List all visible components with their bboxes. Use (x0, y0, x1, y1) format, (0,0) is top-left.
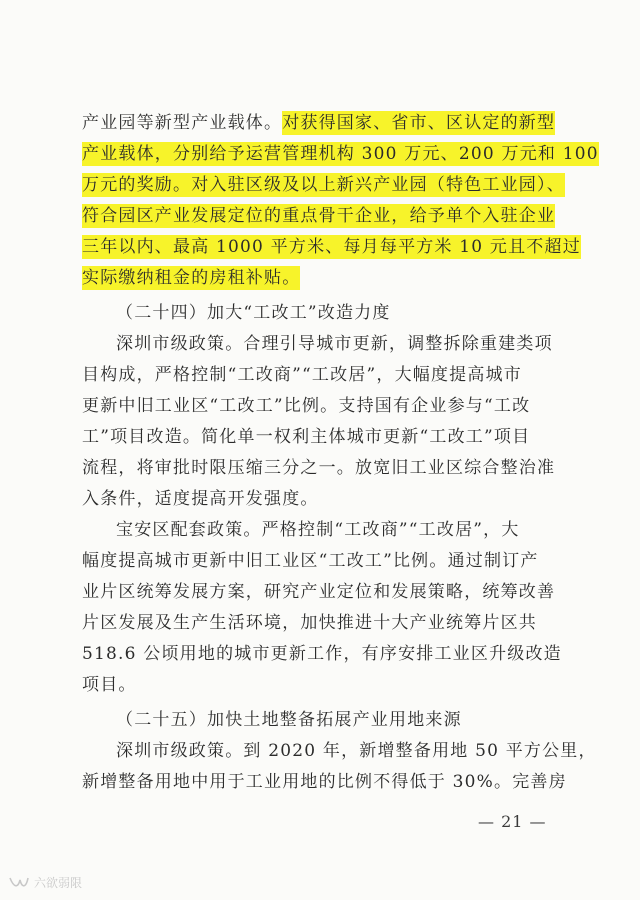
page-number: — 21 — (478, 812, 547, 831)
section-heading (82, 298, 560, 329)
text-segment: （二十五）加快土地整备拓展产业用地来源 (116, 710, 462, 730)
text-line (82, 422, 560, 453)
text-line (82, 639, 560, 670)
text-line (82, 515, 560, 546)
text-line (82, 139, 599, 170)
text-line (82, 108, 560, 139)
text-line (82, 546, 560, 577)
text-segment: 片区发展及生产生活环境，加快推进十大产业统筹片区共 (82, 613, 537, 633)
watermark-logo-icon (8, 876, 30, 890)
text-segment: 目构成，严格控制“工改商”“工改居”，大幅度提高城市 (82, 365, 522, 385)
text-segment: 宝安区配套政策。严格控制“工改商”“工改居”，大 (116, 520, 520, 540)
highlighted-text: 产业载体，分别给予运营管理机构 300 万元、200 万元和 100 (82, 144, 599, 164)
highlighted-text: 万元的奖励。对入驻区级及以上新兴产业园（特色工业园）、 (82, 175, 565, 195)
text-segment: 产业园等新型产业载体。 (82, 113, 283, 133)
text-line (82, 453, 560, 484)
text-segment: 流程，将审批时限压缩三分之一。放宽旧工业区综合整治准 (82, 458, 556, 478)
text-line (82, 232, 581, 263)
text-segment: 工”项目改造。简化单一权利主体城市更新“工改工”项目 (82, 427, 531, 447)
text-line (82, 263, 560, 294)
text-segment: 518.6 公顷用地的城市更新工作，有序安排工业区升级改造 (82, 644, 562, 664)
text-line (82, 329, 560, 360)
text-segment: （二十四）加大“工改工”改造力度 (116, 303, 391, 323)
text-line (82, 391, 560, 422)
text-line (82, 484, 560, 515)
text-segment: 深圳市级政策。合理引导城市更新，调整拆除重建类项 (116, 334, 553, 354)
highlighted-text: 三年以内、最高 1000 平方米、每月每平方米 10 元且不超过 (82, 237, 581, 257)
text-line (82, 608, 560, 639)
text-line (82, 360, 560, 391)
text-segment: 入条件，适度提高开发强度。 (82, 489, 319, 509)
text-line (82, 170, 565, 201)
watermark-text: 六欲弱限 (34, 876, 83, 890)
text-segment: 深圳市级政策。到 2020 年，新增整备用地 50 平方公里， (116, 741, 597, 761)
text-line (82, 736, 597, 767)
text-line (82, 767, 567, 798)
text-line (82, 670, 560, 701)
highlighted-text: 对获得国家、省市、区认定的新型 (282, 113, 556, 133)
text-segment: 更新中旧工业区“工改工”比例。支持国有企业参与“工改 (82, 396, 531, 416)
text-line (82, 577, 560, 608)
text-segment: 项目。 (82, 675, 137, 695)
text-segment: 幅度提高城市更新中旧工业区“工改工”比例。通过制订产 (82, 551, 539, 571)
section-heading (82, 705, 560, 736)
highlighted-text: 符合园区产业发展定位的重点骨干企业，给予单个入驻企业 (82, 206, 556, 226)
document-body (82, 108, 599, 798)
watermark (8, 874, 82, 891)
text-segment: 业片区统筹发展方案，研究产业定位和发展策略，统筹改善 (82, 582, 556, 602)
highlighted-text: 实际缴纳租金的房租补贴。 (82, 268, 301, 288)
text-segment: 新增整备用地中用于工业用地的比例不得低于 30%。完善房 (82, 772, 567, 792)
text-line (82, 201, 560, 232)
